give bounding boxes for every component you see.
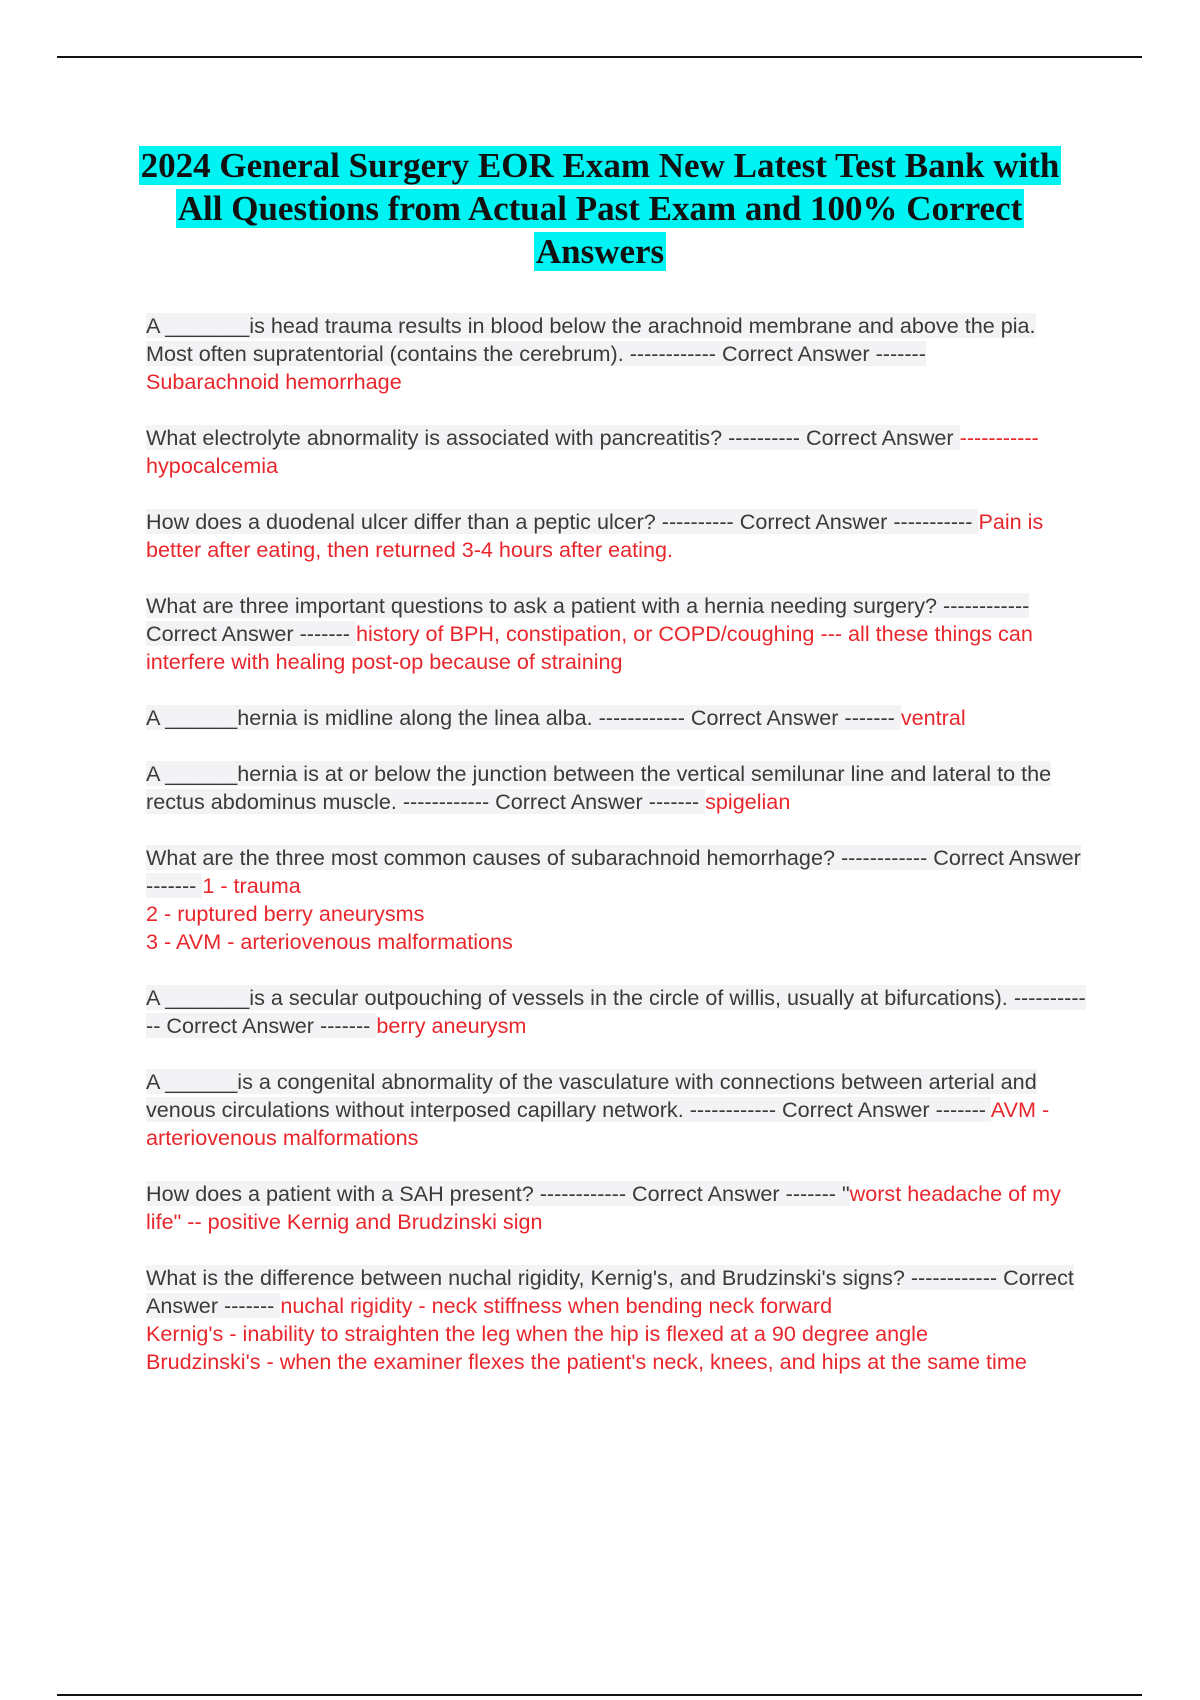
answer-text [146,368,1086,396]
correct-answer-label: Correct Answer [715,341,876,366]
question-text: What is the difference between nuchal rigidity, Kernig's, and Brudzinski's signs? [146,1265,911,1290]
header-rule [57,56,1142,58]
separator: ------- [146,873,203,898]
qa-item [146,760,1086,816]
separator: ------- [224,1293,281,1318]
question-text: What are the three most common causes of subarachnoid hemorrhage? [146,845,841,870]
answer-text: berry aneurysm [376,1013,527,1038]
qa-item [146,508,1086,564]
correct-answer-label: Correct Answer [776,1097,936,1122]
answer-line: 1 - trauma [202,873,301,898]
correct-answer-label: Correct Answer [146,621,300,646]
answer-line: Brudzinski's - when the examiner flexes the patient's neck, knees, and hips at the same time [146,1349,1027,1374]
separator: ------------ [943,593,1030,618]
separator: ---------- [728,425,801,450]
correct-answer-label: Correct Answer [160,1013,320,1038]
separator: ------- [299,621,356,646]
separator: ------------ [402,789,490,814]
correct-answer-label: Correct Answer [626,1181,786,1206]
answer-line: 3 - AVM - arteriovenous malformations [146,929,513,954]
qa-item [146,984,1086,1040]
question-text: How does a patient with a SAH present? [146,1181,540,1206]
separator: ------------ [539,1181,627,1206]
answer-text: Pain is better after eating, then returned 3-4 hours after eating. [146,509,1044,562]
question-text: How does a duodenal ulcer differ than a peptic ulcer? [146,509,662,534]
answer-text: AVM - arteriovenous malformations [146,1097,1050,1150]
answer-line: 2 - ruptured berry aneurysms [146,901,425,926]
separator: ------------ [689,1097,777,1122]
question-text: A ______hernia is midline along the linea alba. [146,705,599,730]
separator: ------- [648,789,706,814]
separator: ------- [935,1097,991,1122]
answer-text: history of BPH, constipation, or COPD/coughing --- all these things can interfere with healing post-op because of straining [146,621,1033,674]
qa-item [146,1180,1086,1236]
separator: ------------ [629,341,716,366]
answer-text [146,1293,1086,1376]
answer-text: worst headache of my life" -- positive Kernig and Brudzinski sign [146,1181,1061,1234]
footer-rule [57,1694,1142,1696]
correct-answer-label: Correct Answer [489,789,649,814]
answer-line: nuchal rigidity - neck stiffness when bending neck forward [280,1293,833,1318]
separator: ---------- [661,509,734,534]
answer-text: spigelian [705,789,791,814]
question-text: What are three important questions to ask a patient with a hernia needing surgery? [146,593,944,618]
qa-item [146,592,1086,676]
correct-answer-label: Correct Answer [927,845,1081,870]
qa-item [146,1068,1086,1152]
qa-item [146,424,1086,480]
separator: ------------ [146,985,1086,1038]
qa-item [146,844,1086,956]
answer-line: Subarachnoid hemorrhage [146,369,402,394]
qa-item [146,1264,1086,1376]
correct-answer-label: Correct Answer [684,705,845,730]
correct-answer-label: Correct Answer [146,1265,1074,1318]
question-text: A _______is a secular outpouching of vessels in the circle of willis, usually at bifurcations). [146,985,1014,1010]
question-text: A ______hernia is at or below the junction between the vertical semilunar line and lateral to the rectus abdominus muscle. [146,761,1052,814]
separator: ------------ [840,845,928,870]
separator: ------------ [598,705,685,730]
qa-item [146,312,1086,396]
question-text: A ______is a congenital abnormality of the vasculature with connections between arterial and venous circulations without interposed capillary network. [146,1069,1037,1122]
title-block [120,144,1080,273]
correct-answer-label: Correct Answer [800,425,960,450]
qa-list [146,312,1086,1404]
answer-line: Kernig's - inability to straighten the leg when the hip is flexed at a 90 degree angle [146,1321,928,1346]
question-text: What electrolyte abnormality is associated with pancreatitis? [146,425,729,450]
answer-text [146,873,1086,956]
separator: ------- [844,705,901,730]
separator: ------------ [910,1265,998,1290]
correct-answer-label: Correct Answer [733,509,894,534]
question-text: A _______is head trauma results in blood below the arachnoid membrane and above the pia. Most often supratentorial (contains the cerebrum). [146,313,1036,366]
qa-item [146,704,1086,732]
separator: ------- [875,341,926,366]
separator: ------- [320,1013,377,1038]
answer-text: ----------- hypocalcemia [146,425,1039,478]
document-title-text: 2024 General Surgery EOR Exam New Latest Test Bank with All Questions from Actual Past Exam and 100% Correct Answers [140,146,1060,271]
answer-text: ventral [900,705,966,730]
document-title [120,144,1080,273]
separator: ----------- [893,509,979,534]
separator: ------- " [785,1181,850,1206]
